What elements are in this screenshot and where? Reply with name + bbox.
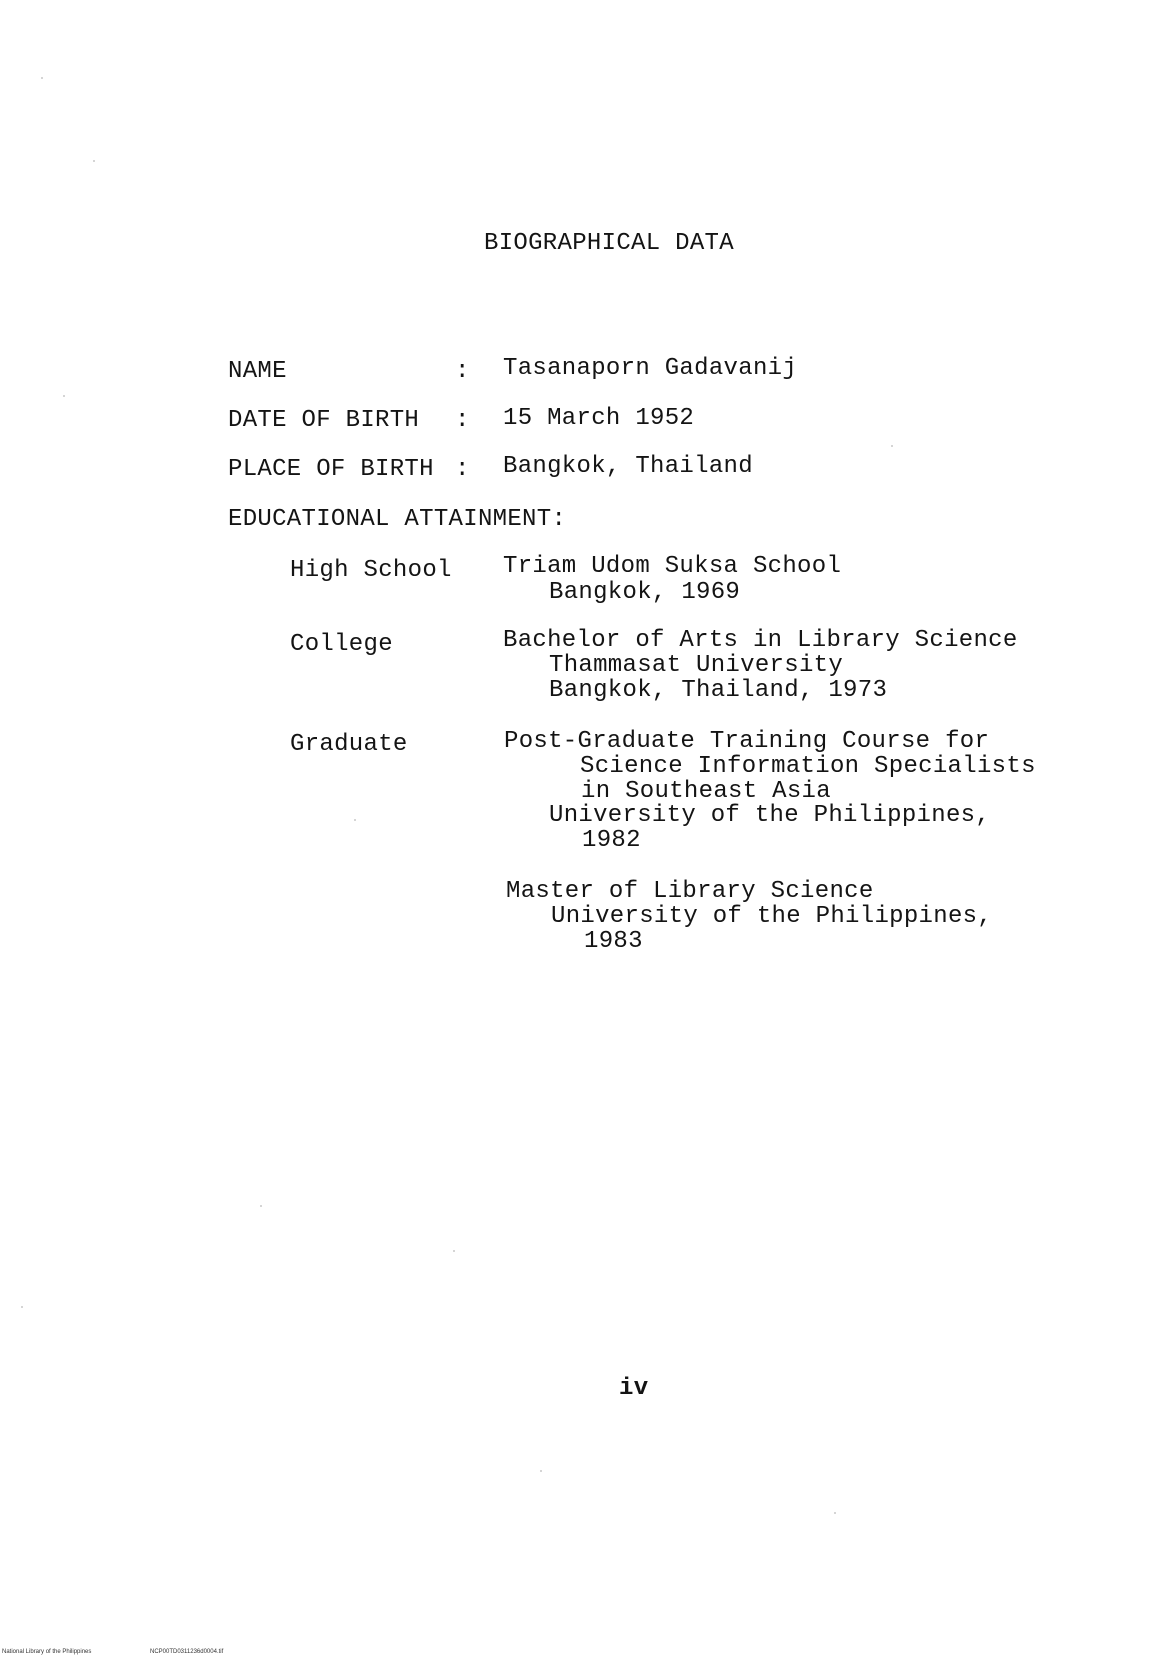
name-separator: : <box>455 358 470 385</box>
scan-speck <box>834 1512 836 1514</box>
graduate-line: Science Information Specialists <box>580 753 1036 780</box>
dob-value: 15 March 1952 <box>503 405 695 432</box>
masters-line: University of the Philippines, <box>551 903 993 930</box>
scan-speck <box>260 1205 262 1207</box>
masters-line: Master of Library Science <box>506 878 874 905</box>
graduate-line: 1982 <box>582 827 641 854</box>
scan-speck <box>453 1250 455 1252</box>
college-line: Bachelor of Arts in Library Science <box>503 627 1018 654</box>
scan-speck <box>93 160 95 162</box>
college-line: Bangkok, Thailand, 1973 <box>549 677 888 704</box>
dob-separator: : <box>455 407 470 434</box>
college-label: College <box>290 631 393 658</box>
high-school-line: Triam Udom Suksa School <box>503 553 842 580</box>
graduate-line: in Southeast Asia <box>581 778 831 805</box>
page-number: iv <box>619 1375 649 1402</box>
graduate-line: University of the Philippines, <box>549 802 991 829</box>
scan-speck <box>891 445 893 447</box>
high-school-label: High School <box>290 557 452 584</box>
masters-line: 1983 <box>584 928 643 955</box>
page-title: BIOGRAPHICAL DATA <box>484 230 734 257</box>
scan-speck <box>63 395 65 397</box>
scan-speck <box>41 77 43 79</box>
college-line: Thammasat University <box>549 652 844 679</box>
high-school-line: Bangkok, 1969 <box>549 579 741 606</box>
pob-separator: : <box>455 456 470 483</box>
scan-speck <box>354 819 356 821</box>
scan-speck <box>21 1306 23 1308</box>
footer-file-id: NCP00TD0311236d0004.tif <box>150 1649 224 1655</box>
name-label: NAME <box>228 358 287 385</box>
footer-source: National Library of the Philippines <box>2 1649 92 1655</box>
graduate-line: Post-Graduate Training Course for <box>504 728 990 755</box>
scan-speck <box>540 1470 542 1472</box>
education-heading: EDUCATIONAL ATTAINMENT: <box>228 506 567 533</box>
graduate-label: Graduate <box>290 731 408 758</box>
pob-value: Bangkok, Thailand <box>503 453 753 480</box>
dob-label: DATE OF BIRTH <box>228 407 420 434</box>
name-value: Tasanaporn Gadavanij <box>503 355 798 382</box>
pob-label: PLACE OF BIRTH <box>228 456 434 483</box>
